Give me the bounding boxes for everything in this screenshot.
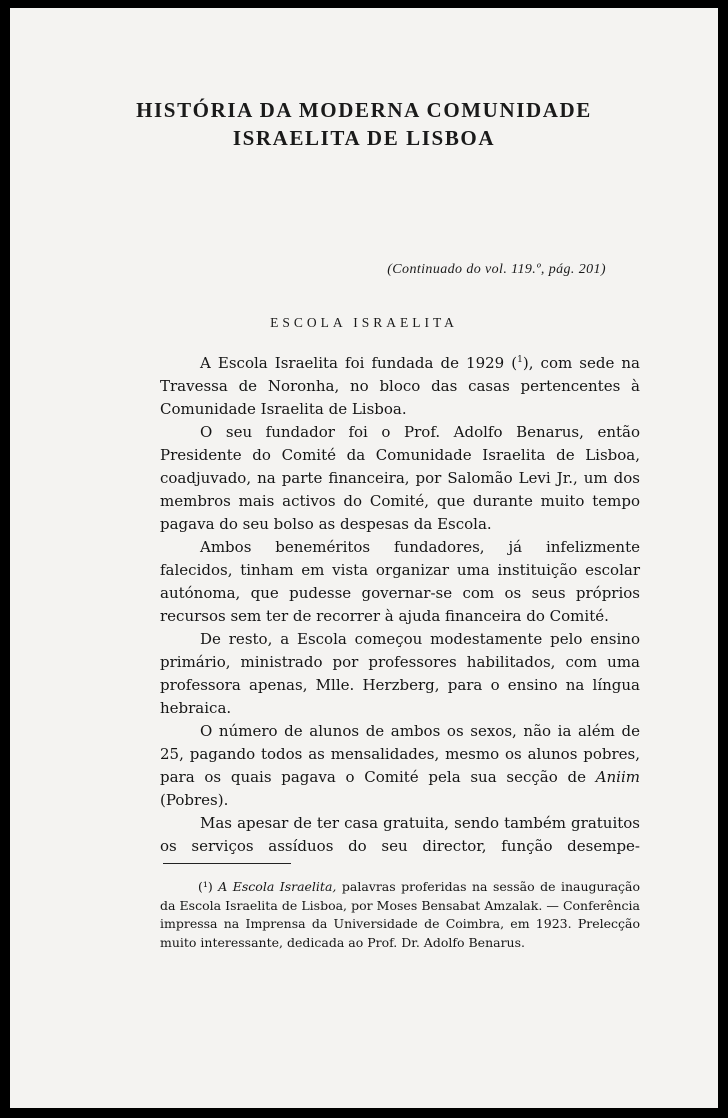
body-text — [160, 352, 640, 858]
paragraph-6: Mas apesar de ter casa gratuita, sendo também gratuitos os serviços assíduos do seu director, função desempe- — [160, 814, 640, 855]
footnote-italic-title: A Escola Israelita, — [218, 879, 337, 894]
paragraph-4: De resto, a Escola começou modestamente pelo ensino primário, ministrado por professores habilitados, com uma professora apenas, Mlle. Herzberg, para o ensino na língua hebraica. — [160, 630, 640, 717]
page-title-line-1: HISTÓRIA DA MODERNA COMUNIDADE — [136, 98, 592, 122]
footnote-ref: 1 — [517, 355, 523, 365]
footnote-marker: (¹) — [198, 879, 213, 894]
paragraph-2: O seu fundador foi o Prof. Adolfo Benarus, então Presidente do Comité da Comunidade Israelita de Lisboa, coadjuvado, na parte financeira, por Salomão Levi Jr., um dos membros mais activos do Comité, que durante muito tempo pagava do seu bolso as despesas da Escola. — [160, 423, 640, 533]
paragraph-1-text-cont: ), com sede na Travessa de Noronha, no bloco das casas pertencentes à Comunidade Israelita de Lisboa. — [160, 354, 640, 418]
footnote-1 — [160, 878, 640, 952]
footnotes — [160, 878, 640, 952]
page-title-line-2: ISRAELITA DE LISBOA — [232, 126, 496, 150]
paragraph-5-italic: Aniim — [595, 768, 640, 786]
footnote-divider — [163, 863, 291, 864]
paragraph-5-text-cont: (Pobres). — [160, 791, 229, 809]
paragraph-5-text: O número de alunos de ambos os sexos, não ia além de 25, pagando todos as mensalidades, mesmo os alunos pobres, para os quais pagava o Comité pela sua secção de — [160, 722, 640, 786]
paragraph-1-text: A Escola Israelita foi fundada de 1929 ( — [200, 354, 518, 372]
paragraph-1 — [160, 352, 640, 421]
paragraph-5 — [160, 720, 640, 812]
footnote-text: palavras proferidas na sessão de inauguração da Escola Israelita de Lisboa, por Moses Bensabat Amzalak. — Conferência impressa na Imprensa da Universidade de Coimbra, em 1923. Prelecção muito interessante, dedicada ao Prof. Dr. Adolfo Benarus. — [160, 879, 640, 950]
continuation-note: (Continuado do vol. 119.º, pág. 201) — [387, 262, 606, 277]
document-page — [10, 8, 718, 1108]
section-heading: ESCOLA ISRAELITA — [270, 315, 458, 330]
paragraph-3: Ambos beneméritos fundadores, já infelizmente falecidos, tinham em vista organizar uma instituição escolar autónoma, que pudesse governar-se com os seus próprios recursos sem ter de recorrer à ajuda financeira do Comité. — [160, 538, 640, 625]
